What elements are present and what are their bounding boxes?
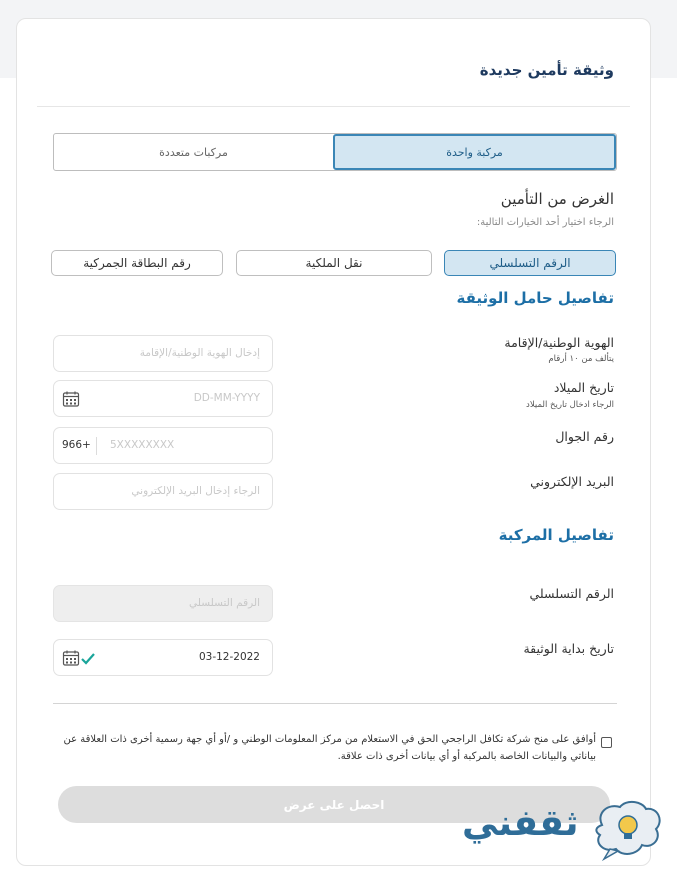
policy-start-date-label: تاريخ بداية الوثيقة	[523, 641, 614, 656]
mobile-placeholder: 5XXXXXXXX	[110, 439, 175, 451]
check-valid-icon	[81, 653, 95, 665]
email-input[interactable]	[53, 473, 273, 510]
policy-start-date-input[interactable]	[53, 639, 273, 676]
serial-number-placeholder: الرقم التسلسلي	[189, 597, 260, 609]
form-divider	[53, 703, 617, 704]
purpose-ownership-transfer-button[interactable]: نقل الملكية	[236, 250, 432, 276]
get-quote-button[interactable]: احصل على عرض	[58, 786, 610, 823]
consent-text: أوافق على منح شركة تكافل الراجحي الحق في الاستعلام من مركز المعلومات الوطني و /أو أي جهة رسمية أخرى ذات العلاقة عن بياناتي والبيانات الخاصة بالمركبة أو أي بيانات أخرى ذات علاقة.	[63, 734, 596, 762]
tab-multiple-vehicles[interactable]: مركبات متعددة	[159, 145, 228, 159]
birth-date-placeholder: DD-MM-YYYY	[193, 392, 260, 404]
national-id-label: الهوية الوطنية/الإقامة	[504, 335, 614, 350]
lightbulb-icon	[592, 799, 664, 863]
calendar-icon[interactable]	[62, 649, 80, 667]
tab-single-vehicle[interactable]: مركبة واحدة	[333, 134, 616, 170]
calendar-icon[interactable]	[62, 390, 80, 408]
header-divider	[37, 106, 630, 107]
purpose-hint: الرجاء اختيار أحد الخيارات التالية:	[476, 217, 614, 228]
country-code: 966+	[62, 439, 91, 451]
mobile-label: رقم الجوال	[555, 429, 614, 444]
birth-date-label: تاريخ الميلاد	[553, 380, 614, 395]
page-title: وثيقة تأمين جديدة	[479, 61, 614, 79]
vehicle-count-toggle	[53, 133, 617, 171]
national-id-input[interactable]	[53, 335, 273, 372]
serial-number-input[interactable]	[53, 585, 273, 622]
watermark-text: ثقفني	[462, 803, 579, 844]
purpose-customs-card-button[interactable]: رقم البطاقة الجمركية	[51, 250, 223, 276]
birth-date-input[interactable]	[53, 380, 273, 417]
policy-form-card	[16, 18, 651, 866]
watermark-logo	[462, 799, 667, 867]
email-label: البريد الإلكتروني	[530, 474, 614, 489]
birth-date-hint: الرجاء ادخال تاريخ الميلاد	[526, 400, 614, 410]
consent-checkbox[interactable]	[601, 737, 612, 748]
vehicle-section-title: تفاصيل المركبة	[498, 526, 614, 544]
purpose-title: الغرض من التأمين	[500, 190, 614, 208]
serial-number-label: الرقم التسلسلي	[529, 586, 614, 601]
national-id-placeholder: إدخال الهوية الوطنية/الإقامة	[139, 347, 260, 359]
purpose-serial-number-button[interactable]: الرقم التسلسلي	[444, 250, 616, 276]
email-placeholder: الرجاء إدخال البريد الإلكتروني	[131, 485, 260, 497]
policy-start-date-value: 03-12-2022	[198, 651, 260, 663]
national-id-hint: يتألف من ١٠ أرقام	[548, 354, 614, 364]
prefix-divider	[96, 437, 97, 455]
mobile-input[interactable]	[53, 427, 273, 464]
holder-section-title: تفاصيل حامل الوثيقة	[456, 289, 614, 307]
